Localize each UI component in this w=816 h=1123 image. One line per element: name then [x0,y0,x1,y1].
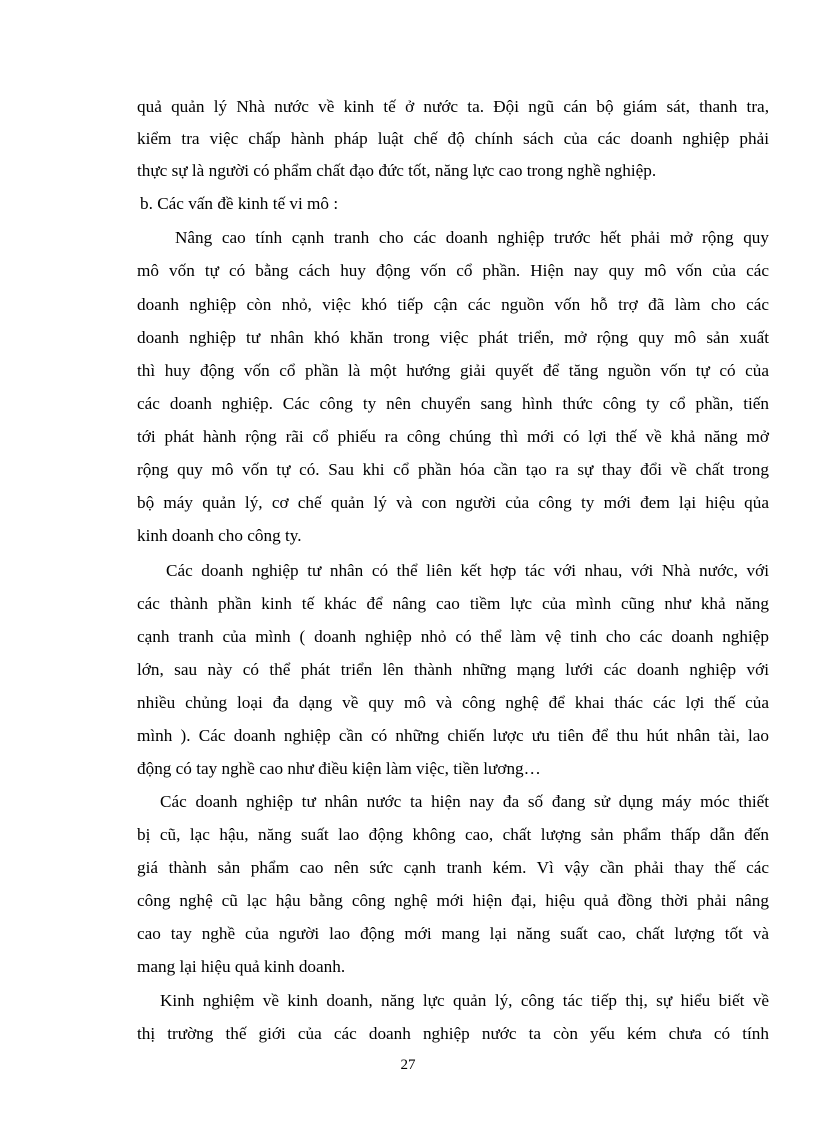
page-number: 27 [400,1057,416,1073]
text-line: các doanh nghiệp. Các công ty nên chuyển sang hình thức công ty cổ phần, tiến [137,394,769,413]
text-line: các thành phần kinh tế khác để nâng cao tiềm lực của mình cũng như khả năng [137,594,769,613]
text-line: kinh doanh cho công ty. [137,526,302,545]
text-line: động có tay nghề cao như điều kiện làm việc, tiền lương… [137,759,541,778]
text-line: thị trường thế giới của các doanh nghiệp nước ta còn yếu kém chưa có tính [137,1024,769,1043]
text-line: rộng quy mô vốn tự có. Sau khi cổ phần hóa cần tạo ra sự thay đổi về chất trong [137,460,769,479]
text-line: doanh nghiệp còn nhỏ, việc khó tiếp cận các nguồn vốn hỗ trợ đã làm cho các [137,295,769,314]
text-line: Nâng cao tính cạnh tranh cho các doanh nghiệp trước hết phải mở rộng quy [175,228,769,247]
text-line: giá thành sản phẩm cao nên sức cạnh tranh kém. Vì vậy cần phải thay thế các [137,858,769,877]
text-line: mô vốn tự có bằng cách huy động vốn cổ phần. Hiện nay quy mô vốn của các [137,261,769,280]
text-line: mang lại hiệu quả kinh doanh. [137,957,346,976]
text-line: cạnh tranh của mình ( doanh nghiệp nhỏ có thể làm vệ tinh cho các doanh nghiệp [137,627,769,646]
text-line: Các doanh nghiệp tư nhân nước ta hiện nay đa số đang sử dụng máy móc thiết [160,792,769,811]
text-line: kiểm tra việc chấp hành pháp luật chế độ chính sách của các doanh nghiệp phải [137,129,769,148]
text-line: quả quản lý Nhà nước về kinh tế ở nước ta. Đội ngũ cán bộ giám sát, thanh tra, [137,97,769,116]
text-line: lớn, sau này có thể phát triển lên thành những mạng lưới các doanh nghiệp với [137,660,769,679]
text-line: bộ máy quản lý, cơ chế quản lý và con người của công ty mới đem lại hiệu qủa [137,493,769,512]
text-line: cao tay nghề của người lao động mới mang lại năng suất cao, chất lượng tốt và [137,924,769,943]
section-heading: b. Các vấn đề kinh tế vi mô : [140,194,339,213]
text-line: thực sự là người có phẩm chất đạo đức tốt, năng lực cao trong nghề nghiệp. [137,161,657,180]
text-line: mình ). Các doanh nghiệp cần có những chiến lược ưu tiên để thu hút nhân tài, lao [137,726,769,745]
text-line: nhiều chủng loại đa dạng về quy mô và công nghệ để khai thác các lợi thế của [137,693,769,712]
text-line: thì huy động vốn cổ phần là một hướng giải quyết để tăng nguồn vốn tự có của [137,361,769,380]
text-line: Các doanh nghiệp tư nhân có thể liên kết hợp tác với nhau, với Nhà nước, với [166,561,769,580]
text-line: công nghệ cũ lạc hậu bằng công nghệ mới hiện đại, hiệu quả đồng thời phải nâng [137,891,769,910]
text-line: bị cũ, lạc hậu, năng suất lao động không cao, chất lượng sản phẩm thấp dẫn đến [137,825,769,844]
text-line: Kinh nghiệm về kinh doanh, năng lực quản lý, công tác tiếp thị, sự hiểu biết về [160,991,769,1010]
text-line: tới phát hành rộng rãi cổ phiếu ra công chúng thì mới có lợi thế về khả năng mở [137,427,769,446]
text-line: doanh nghiệp tư nhân khó khăn trong việc phát triển, mở rộng quy mô sản xuất [137,328,769,347]
